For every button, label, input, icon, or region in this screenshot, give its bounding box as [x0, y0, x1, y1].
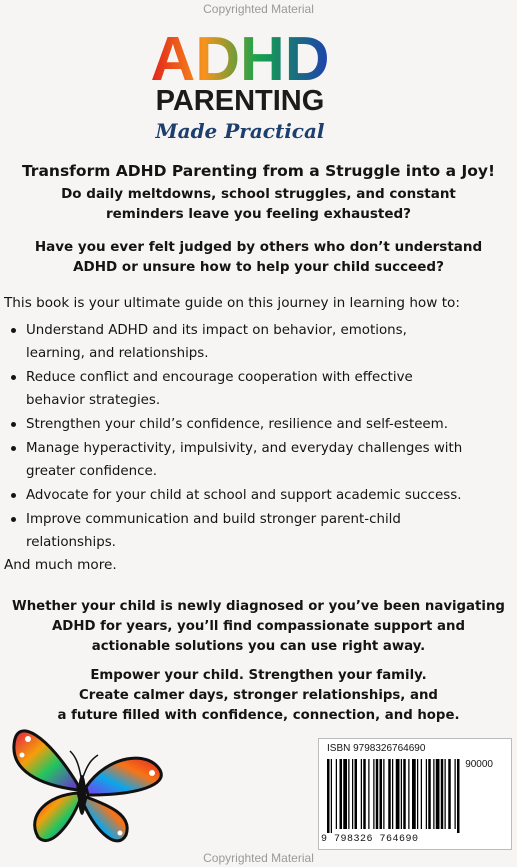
isbn-digits: 9 798326 764690: [321, 834, 419, 845]
logo-tagline-text: Made Practical: [155, 119, 325, 143]
barcode-bar: [352, 759, 353, 829]
question-text: Have you ever felt judged by others who don’t understand ADHD or unsure how to help your child succeed?: [34, 239, 483, 275]
bullet-icon: [11, 517, 16, 522]
isbn-label: ISBN 9798326764690: [327, 743, 426, 754]
bullet-icon: [11, 422, 16, 427]
barcode-bar: [343, 759, 347, 829]
barcode-bar: [388, 759, 391, 829]
barcode-bar: [445, 759, 446, 829]
barcode-bar: [363, 759, 366, 829]
barcode-bar: [376, 759, 379, 829]
closing-text: Empower your child. Strengthen your family. Create calmer days, stronger relationships, and a future filled with confidence, connection, and hope.: [57, 668, 460, 723]
barcode-bar: [396, 759, 400, 829]
list-item: Advocate for your child at school and support academic success.: [8, 484, 513, 507]
barcode-bar: [455, 759, 456, 829]
barcode-bar: [408, 759, 409, 829]
barcode-bar: [441, 759, 444, 829]
copyright-watermark-bottom: Copyrighted Material: [203, 851, 314, 865]
barcode-bar: [368, 759, 369, 829]
copyright-watermark-top: Copyrighted Material: [203, 2, 314, 16]
list-item: Reduce conflict and encourage cooperation with effective behavior strategies.: [8, 366, 513, 412]
subheadline: Do daily meltdowns, school struggles, and constant reminders leave you feeling exhausted?: [61, 186, 456, 222]
intro-text: This book is your ultimate guide on this journey in learning how to:: [4, 295, 460, 311]
logo-parenting-text: PARENTING: [155, 85, 325, 117]
barcode-bar: [448, 759, 451, 829]
barcode-bar: [355, 759, 358, 829]
barcode-bar: [340, 759, 343, 829]
barcode-bar: [336, 759, 337, 829]
barcode-bar: [428, 759, 431, 829]
barcode-bar: [421, 759, 422, 829]
price-code: 90000: [465, 759, 493, 770]
butterfly-icon: [8, 715, 168, 850]
book-logo: [140, 22, 340, 150]
isbn-barcode: [318, 738, 512, 850]
barcode-bar: [426, 759, 427, 829]
barcode-bars: [325, 759, 505, 833]
bullet-icon: [11, 328, 16, 333]
bullet-icon: [11, 493, 16, 498]
reassurance-text: Whether your child is newly diagnosed or you’ve been navigating ADHD for years, you’ll find compassionate support and actionable solutions you can use right away.: [12, 599, 505, 654]
barcode-bar: [383, 759, 384, 829]
barcode-bar: [392, 759, 393, 829]
barcode-bar: [403, 759, 406, 829]
barcode-bar: [457, 759, 460, 833]
barcode-bar: [433, 759, 434, 829]
more-text: And much more.: [4, 557, 117, 573]
barcode-bar: [348, 759, 349, 829]
list-item: Manage hyperactivity, impulsivity, and everyday challenges with greater confidence.: [8, 437, 513, 483]
barcode-bar: [331, 759, 332, 833]
barcode-bar: [417, 759, 418, 829]
barcode-bar: [327, 759, 330, 833]
headline: Transform ADHD Parenting from a Struggle into a Joy!: [21, 162, 496, 180]
barcode-bar: [412, 759, 416, 829]
logo-adhd-text: ADHD: [150, 25, 330, 94]
barcode-bar: [380, 759, 383, 829]
barcode-bar: [361, 759, 362, 829]
barcode-bar: [373, 759, 374, 829]
bullet-icon: [11, 375, 16, 380]
list-item: Strengthen your child’s confidence, resilience and self-esteem.: [8, 413, 513, 436]
barcode-bar: [436, 759, 440, 829]
benefits-list: [8, 319, 513, 555]
barcode-bar: [401, 759, 402, 829]
bullet-icon: [11, 446, 16, 451]
list-item: Improve communication and build stronger parent-child relationships.: [8, 508, 513, 554]
list-item: Understand ADHD and its impact on behavior, emotions, learning, and relationships.: [8, 319, 513, 365]
